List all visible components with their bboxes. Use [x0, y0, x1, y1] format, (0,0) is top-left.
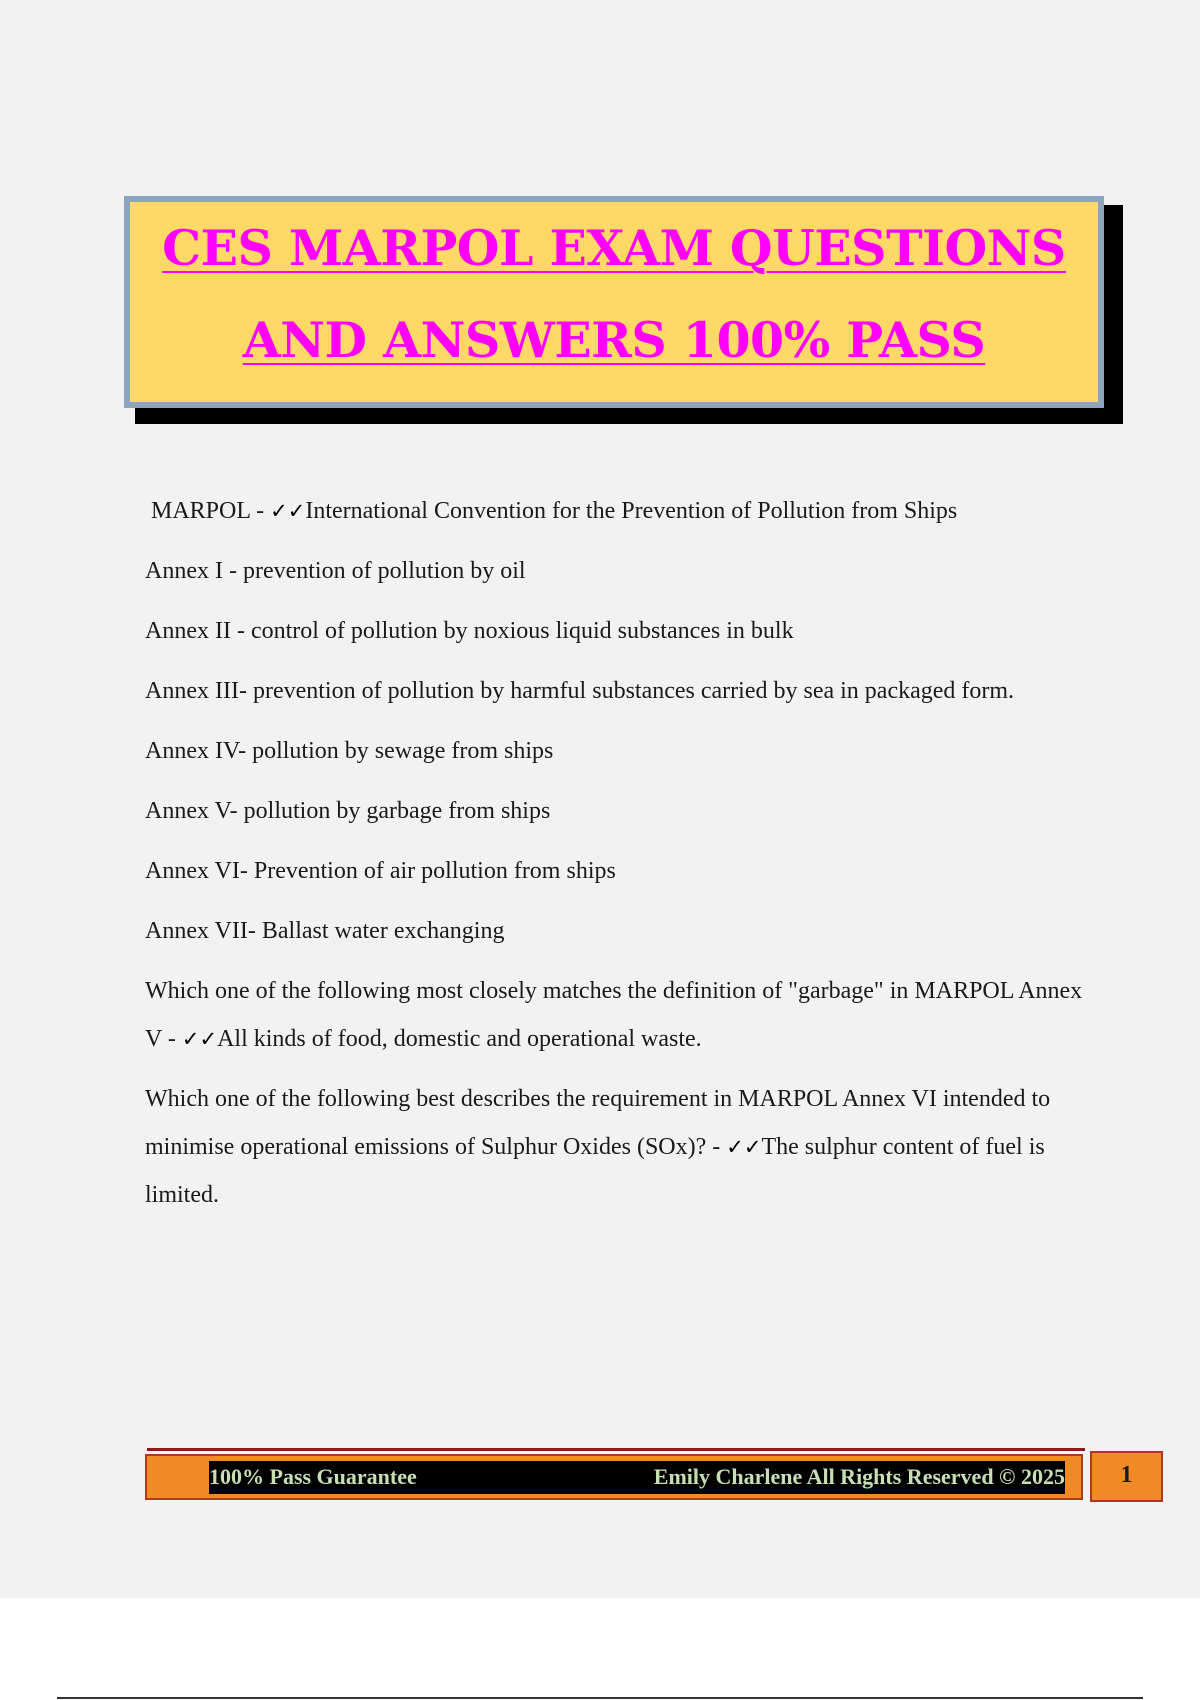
- annex-4: Annex IV- pollution by sewage from ships: [145, 738, 554, 764]
- question-sox-text: Which one of the following best describes the requirement in MARPOL Annex VI intended to minimise operational emissions of Sulphur Oxides (SOx)? -: [145, 1086, 1051, 1160]
- marpol-definition-text: International Convention for the Prevention of Pollution from Ships: [305, 498, 958, 524]
- checkmark-icon: ✓✓: [726, 1135, 762, 1159]
- checkmark-icon: ✓✓: [181, 1027, 218, 1051]
- answer-sox-text: The sulphur content of fuel is limited.: [145, 1134, 1045, 1208]
- title-box: [124, 196, 1104, 408]
- answer-garbage-text: All kinds of food, domestic and operational waste.: [217, 1026, 702, 1052]
- annex-2: Annex II - control of pollution by noxious liquid substances in bulk: [145, 618, 794, 644]
- checkmark-icon: ✓✓: [270, 499, 306, 523]
- marpol-definition: [145, 487, 1095, 535]
- footer-bar: [145, 1454, 1083, 1500]
- page-number: 1: [1090, 1451, 1163, 1502]
- annex-6: Annex VI- Prevention of air pollution from ships: [145, 858, 616, 884]
- content-body: [145, 487, 1095, 1231]
- annex-3: Annex III- prevention of pollution by harmful substances carried by sea in packaged form.: [145, 678, 1015, 704]
- title-line-1: CES MARPOL EXAM QUESTIONS: [162, 219, 1066, 277]
- footer-guarantee: 100% Pass Guarantee: [209, 1464, 417, 1489]
- marpol-term: MARPOL -: [151, 498, 271, 524]
- annex-1: Annex I - prevention of pollution by oil: [145, 558, 526, 584]
- annex-7: Annex VII- Ballast water exchanging: [145, 918, 505, 944]
- annex-5: Annex V- pollution by garbage from ships: [145, 798, 551, 824]
- question-garbage: [145, 967, 1095, 1063]
- footer-copyright: Emily Charlene All Rights Reserved © 2025: [653, 1464, 1065, 1489]
- title-line-2: AND ANSWERS 100% PASS: [242, 311, 986, 369]
- question-garbage-text: Which one of the following most closely matches the definition of "garbage" in MARPOL Annex V -: [145, 978, 1083, 1052]
- question-sox: [145, 1075, 1095, 1219]
- next-page-rule: [57, 1697, 1143, 1699]
- footer-rule: [147, 1448, 1085, 1451]
